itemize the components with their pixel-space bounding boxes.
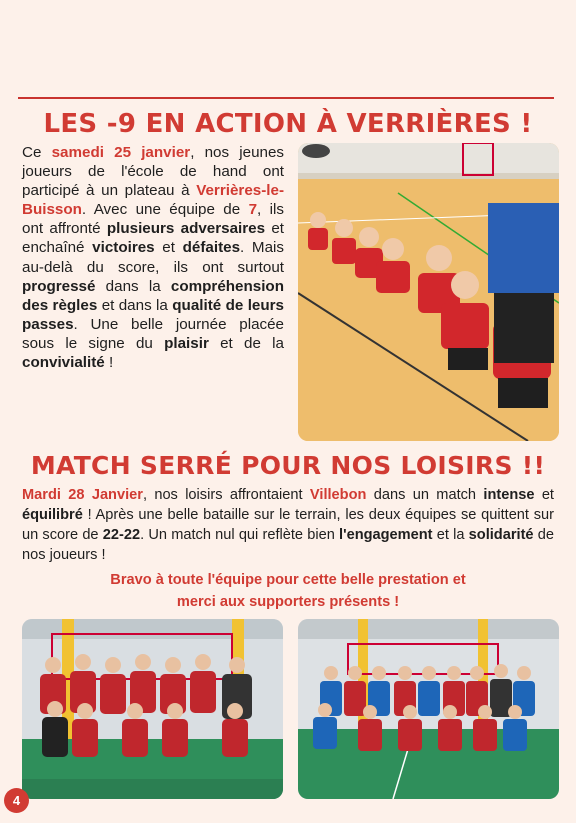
article2-paragraph: [22, 486, 554, 566]
article2-text-run: et la: [432, 526, 469, 543]
article2-text-run: 22-22: [102, 526, 141, 543]
page-number-badge: 4: [4, 788, 29, 813]
article1-text-run: convivialité: [22, 354, 105, 372]
loisirs-team-photo-right: [298, 619, 559, 799]
article1-text-run: victoires: [92, 239, 155, 257]
article1-text-run: . Une belle journée placée sous le signe du: [22, 315, 284, 352]
article2-text-run: ! Après une belle bataille sur le terrain, les deux équipes se quittent sur un score de: [22, 506, 554, 543]
article2-text-run: l'engagement: [339, 526, 433, 543]
article2-text-run: intense: [483, 487, 535, 503]
article1-text-run: compréhension des règles: [22, 277, 284, 314]
top-divider: [18, 97, 554, 99]
article2-text-run: solidarité: [468, 526, 534, 543]
article1-text-run: , nos jeunes joueurs de l'école de hand ont participé à un plateau à: [22, 144, 285, 200]
article2-text-run: de nos joueurs !: [22, 526, 554, 563]
article1-text-run: défaites: [182, 239, 241, 257]
article1-text-run: Ce: [22, 144, 52, 161]
article1-text-run: . Mais au-delà du score, ils ont surtout: [22, 239, 284, 276]
bravo-line-2: merci aux supporters présents !: [176, 594, 400, 610]
article2-text-run: dans un match: [366, 487, 484, 503]
bravo-line-1: Bravo à toute l'équipe pour cette belle prestation et: [110, 572, 466, 588]
article1-text-run: qualité de leurs passes: [22, 296, 284, 333]
article1-text-run: !: [104, 354, 114, 372]
article1-text-run: 7: [248, 201, 258, 219]
article1-text-run: et enchaîné: [22, 220, 284, 257]
loisirs-team-photo-left: [22, 619, 283, 799]
article2-text-run: et: [534, 487, 554, 503]
article1-text-run: , ils ont affronté: [22, 201, 284, 238]
article1-text-run: et dans la: [97, 296, 173, 314]
article1-text-run: progressé: [22, 277, 96, 295]
article1-title: LES -9 EN ACTION À VERRIÈRES !: [43, 109, 533, 139]
article2-text-run: , nos loisirs affrontaient: [142, 487, 310, 503]
article1-paragraph: [22, 143, 284, 372]
article1-text-run: plaisir: [164, 334, 209, 352]
article1-text-run: et: [154, 239, 183, 257]
article2-text-run: Villebon: [309, 487, 367, 503]
article1-text-run: plusieurs adversaires: [106, 220, 266, 238]
article2-text-run: . Un match nul qui reflète bien: [140, 526, 340, 543]
article2-title: MATCH SERRÉ POUR NOS LOISIRS !!: [30, 451, 546, 480]
article1-text-run: Verrières-le-Buisson: [22, 182, 284, 219]
article1-text-run: . Avec une équipe de: [81, 201, 249, 219]
article1-text-run: samedi 25 janvier: [51, 144, 191, 161]
article2-text-run: Mardi 28 Janvier: [22, 487, 143, 503]
article1-text-run: et de la: [208, 334, 284, 352]
kids-team-photo: [298, 143, 559, 441]
article1-text-run: dans la: [95, 277, 171, 295]
article2-text-run: équilibré: [22, 506, 83, 523]
